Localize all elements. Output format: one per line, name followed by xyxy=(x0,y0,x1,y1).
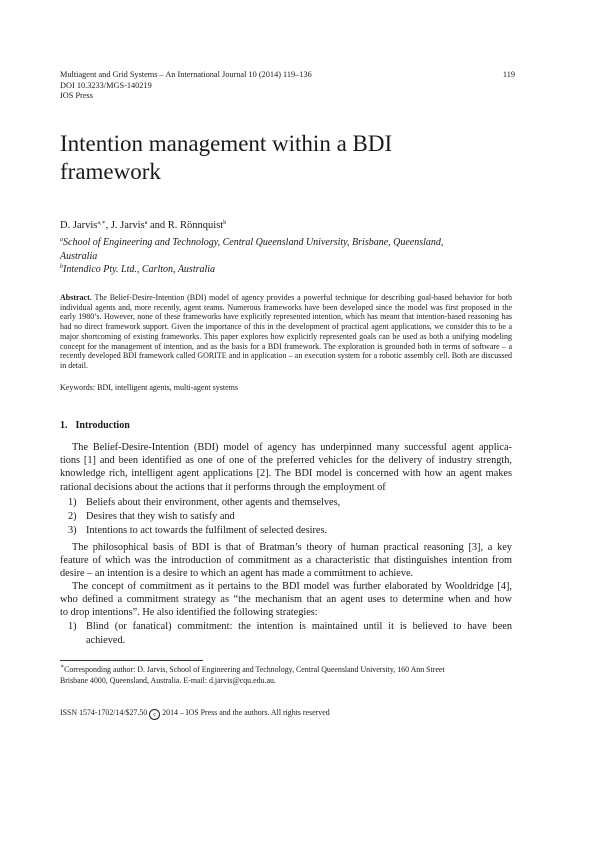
affiliation-a: $^a$School of Engineering and Technology, Central Queensland University, Brisbane, Queensland, xyxy=(60,237,444,248)
footnote-divider xyxy=(60,660,203,661)
title-line-1: Intention management within a BDI xyxy=(60,131,393,156)
author-list xyxy=(60,220,226,231)
publisher: IOS Press xyxy=(60,91,93,100)
affiliations xyxy=(60,236,530,277)
abstract-text: The Belief-Desire-Intention (BDI) model of agency provides a powerful technique for describing goal-based behavior for both individual agents and, more recently, agent teams. Numerous frameworks have been developed since the model was first proposed in the early 1980’s. However, none of these frameworks have explicitly represented intention, which has meant that intention-based reasoning has had no direct framework support. Given the importance of this in the development of practical agent applications, we consider this to be a major shortcoming of existing frameworks. This paper explores how explicitly represented goals can be used as both a unifying modeling concept for the management of intention, and as the basis for a BDI framework. The exploration is grounded both in terms of software – a recently developed BDI framework called GORITE and in application – an execution system for a robotic assembly cell. Both are discussed in detail. xyxy=(60,293,512,370)
doi: DOI 10.3233/MGS-140219 xyxy=(60,80,152,90)
list-item: 2) Desires that they wish to satisfy and xyxy=(68,511,235,522)
paper-title xyxy=(60,130,530,186)
issn: ISSN 1574-1702/14/$27.50 xyxy=(60,708,148,717)
paragraph-1: The Belief-Desire-Intention (BDI) model of agency has underpinned many successful agent applica- tions [1] and been identified as one of one of the preferred vehicles for the delivery of industry strength, knowledge rich, intelligent agent applications [2]. The BDI model is concerned with how an agent makes rational decisions about the actions that it performs through the employment of xyxy=(60,442,512,493)
author-3-marker: b xyxy=(223,220,227,226)
section-number: 1. xyxy=(60,420,68,431)
paragraph-2: The philosophical basis of BDI is that of Bratman’s theory of human practical reasoning [3], a key feature of which was the introduction of commitment as a characteristic that distinguishes intention from desire – an intention is a desire to which an agent has made a commitment to achieve. xyxy=(60,542,512,580)
author-2: , J. Jarvis xyxy=(105,220,145,231)
section-heading xyxy=(60,420,130,431)
author-1-marker: a,∗ xyxy=(97,220,106,226)
abstract-label: Abstract. xyxy=(60,293,92,302)
bdi-list xyxy=(68,496,512,538)
author-2-marker: a xyxy=(144,220,148,226)
journal-citation: Multiagent and Grid Systems – An International Journal 10 (2014) 119–136 xyxy=(60,70,312,79)
affiliation-a-cont: Australia xyxy=(60,250,98,262)
list-item: 1) Beliefs about their environment, other agents and themselves, xyxy=(68,497,341,508)
copyright-footer xyxy=(60,708,330,720)
paragraph-3: The concept of commitment as it pertains to the BDI model was further elaborated by Wooldridge [4], who defined a commitment strategy as “the mechanism that an agent uses to determine when and how to drop intentions”. He also identified the following strategies: xyxy=(60,581,512,619)
keywords: Keywords: BDI, intelligent agents, multi-agent systems xyxy=(60,383,238,392)
page-number: 119 xyxy=(502,70,515,79)
copyright-text: 2014 – IOS Press and the authors. All rights reserved xyxy=(162,708,330,717)
title-line-2: framework xyxy=(60,159,161,184)
footnote-marker: ∗ xyxy=(60,664,65,670)
author-3: and R. Rönnquist xyxy=(147,220,224,231)
affiliation-b: $^b$Intendico Pty. Ltd., Carlton, Australia xyxy=(60,264,216,275)
list-item: 1) Blind (or fanatical) commitment: the intention is maintained until it is believed to have been achieved. xyxy=(68,621,512,646)
abstract xyxy=(60,293,512,371)
running-header xyxy=(60,70,515,102)
strategy-list xyxy=(68,620,512,648)
section-title: Introduction xyxy=(75,420,130,431)
copyright-icon: c xyxy=(149,709,160,720)
list-item: 3) Intentions to act towards the fulfilment of selected desires. xyxy=(68,525,328,536)
author-1: D. Jarvis xyxy=(60,220,98,231)
footnote: ∗Corresponding author: D. Jarvis, School of Engineering and Technology, Central Queensland University, 160 Ann Street Brisbane 4000, Queensland, Australia. E-mail: d.jarvis@cqu.edu.au. xyxy=(60,664,445,685)
